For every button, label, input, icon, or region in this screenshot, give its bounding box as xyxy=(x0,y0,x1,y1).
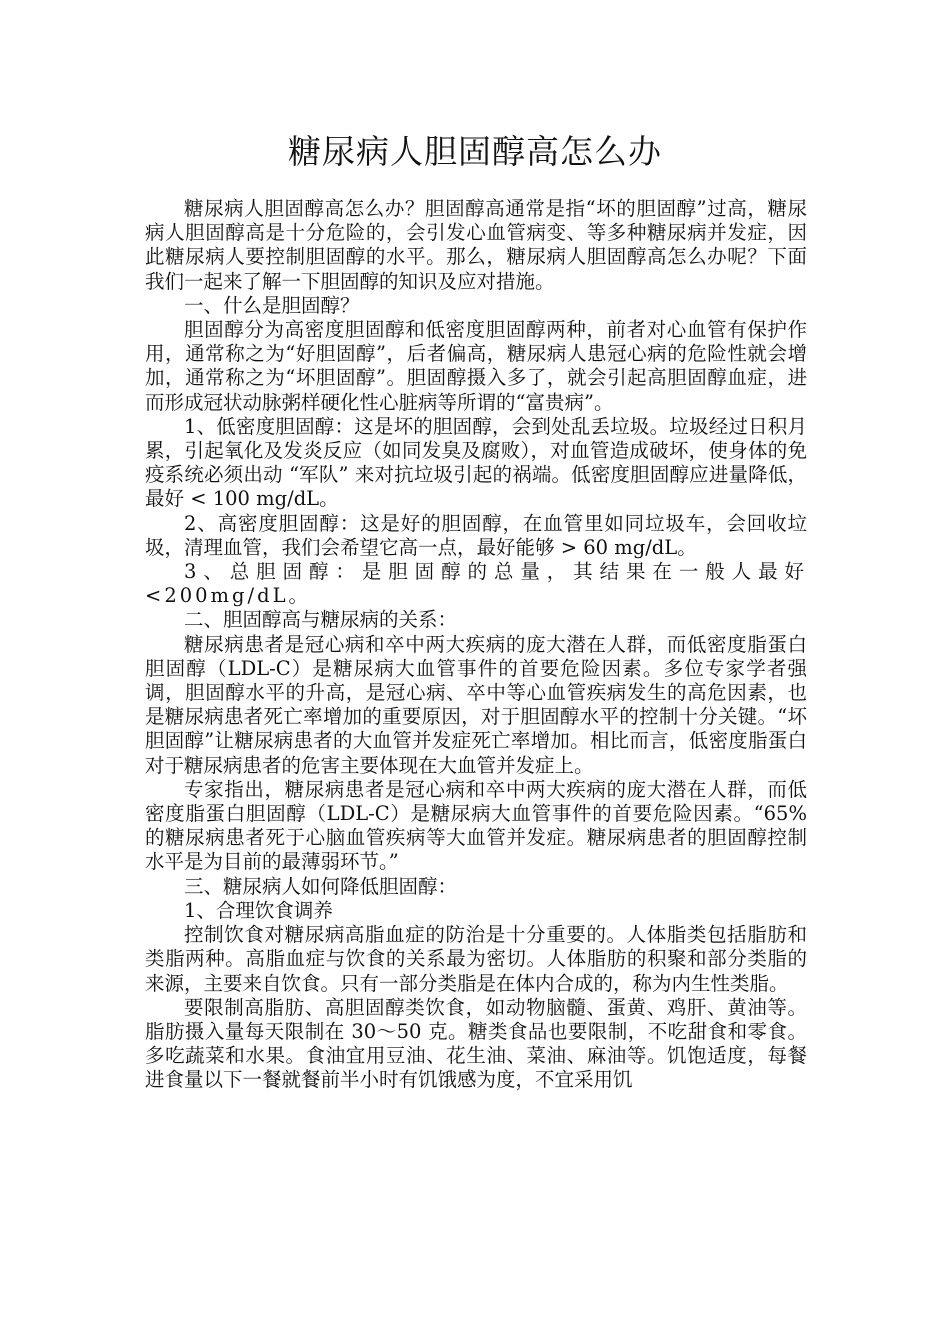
paragraph-total-cholesterol: 3、总胆固醇：是胆固醇的总量，其结果在一般人最好<200mg/dL。 xyxy=(145,560,807,608)
paragraph-diet-limits: 要限制高脂肪、高胆固醇类饮食，如动物脑髓、蛋黄、鸡肝、黄油等。脂肪摄入量每天限制在 30～50 克。糖类食品也要限制，不吃甜食和零食。多吃蔬菜和水果。食油宜用豆油、花生油、菜油、麻油等。饥饱适度，每餐进食量以下一餐就餐前半小时有饥饿感为度，不宜采用饥 xyxy=(145,995,807,1092)
document-body xyxy=(145,197,807,1093)
paragraph-expert-opinion: 专家指出，糖尿病患者是冠心病和卒中两大疾病的庞大潜在人群，而低密度脂蛋白胆固醇（LDL-C）是糖尿病大血管事件的首要危险因素。“65%的糖尿病患者死于心脑血管疾病等大血管并发症。糖尿病患者的胆固醇控制水平是为目前的最薄弱环节。” xyxy=(145,777,807,874)
paragraph-ldl: 1、低密度胆固醇：这是坏的胆固醇，会到处乱丢垃圾。垃圾经过日积月累，引起氧化及发炎反应（如同发臭及腐败），对血管造成破坏，使身体的免疫系统必须出动 “军队” 来对抗垃圾引起的祸端。低密度胆固醇应进量降低，最好 < 100 mg/dL。 xyxy=(145,414,807,511)
paragraph-diet-control: 控制饮食对糖尿病高脂血症的防治是十分重要的。人体脂类包括脂肪和类脂两种。高脂血症与饮食的关系最为密切。人体脂肪的积聚和部分类脂的来源，主要来自饮食。只有一部分类脂是在体内合成的，称为内生性类脂。 xyxy=(145,923,807,995)
subsection-heading-diet: 1、合理饮食调养 xyxy=(184,898,333,922)
document-title: 糖尿病人胆固醇高怎么办 xyxy=(288,132,662,171)
paragraph-intro: 糖尿病人胆固醇高怎么办？胆固醇高通常是指“坏的胆固醇”过高，糖尿病人胆固醇高是十分危险的，会引发心血管病变、等多种糖尿病并发症，因此糖尿病人要控制胆固醇的水平。那么，糖尿病人胆固醇高怎么办呢？下面我们一起来了解一下胆固醇的知识及应对措施。 xyxy=(145,197,807,293)
section-heading-2: 二、胆固醇高与糖尿病的关系： xyxy=(184,608,458,632)
section-heading-3: 三、糖尿病人如何降低胆固醇： xyxy=(184,874,458,898)
paragraph-hdl: 2、高密度胆固醇：这是好的胆固醇，在血管里如同垃圾车，会回收垃圾，清理血管，我们会希望它高一点，最好能够 > 60 mg/dL。 xyxy=(145,511,807,559)
section-heading-1: 一、什么是胆固醇？ xyxy=(184,293,360,317)
paragraph-cholesterol-types: 胆固醇分为高密度胆固醇和低密度胆固醇两种，前者对心血管有保护作用，通常称之为“好胆固醇”，后者偏高，糖尿病人患冠心病的危险性就会增加，通常称之为“坏胆固醇”。胆固醇摄入多了，就会引起高胆固醇血症，进而形成冠状动脉粥样硬化性心脏病等所谓的“富贵病”。 xyxy=(145,318,807,414)
paragraph-diabetes-relation: 糖尿病患者是冠心病和卒中两大疾病的庞大潜在人群，而低密度脂蛋白胆固醇（LDL-C）是糖尿病大血管事件的首要危险因素。多位专家学者强调，胆固醇水平的升高，是冠心病、卒中等心血管疾病发生的高危因素，也是糖尿病患者死亡率增加的重要原因，对于胆固醇水平的控制十分关键。“坏胆固醇”让糖尿病患者的大血管并发症死亡率增加。相比而言，低密度脂蛋白对于糖尿病患者的危害主要体现在大血管并发症上。 xyxy=(145,632,807,777)
